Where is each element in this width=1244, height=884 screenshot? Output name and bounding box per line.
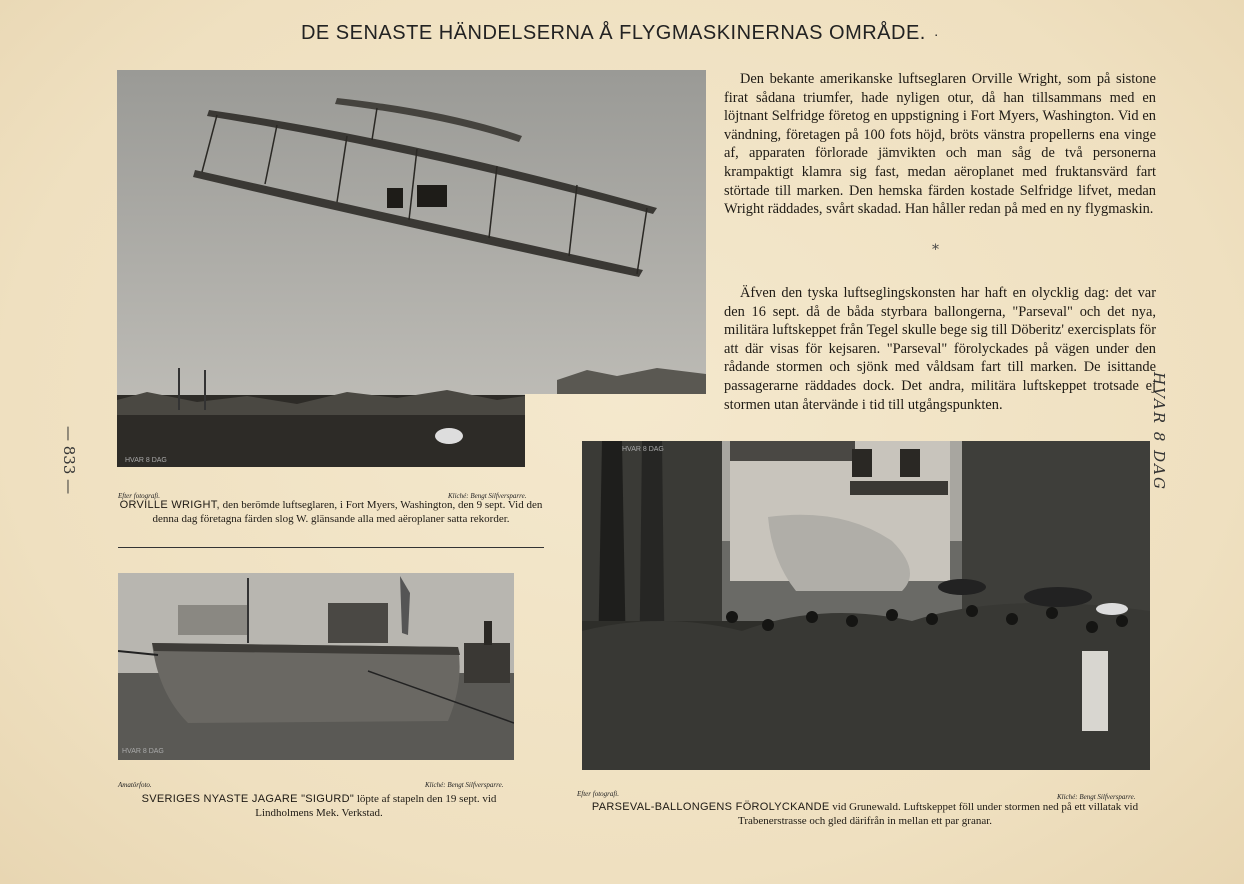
sigurd-destroyer-photo bbox=[118, 573, 514, 760]
article-wright: Den bekante amerikanske luftseglaren Orville Wright, som på sistone firat sådana triumfer, hade nyligen otur, då han tillsammans med en löjtnant Selfridge företog en uppstigning i Fort Myers, Washington. Vid en vändning, företagen på 100 fots höjd, bröts vänstra propellerns ena vinge af, apparaten förlorade jämvikten och man såg de två personerna krampaktigt klamra sig fast, medan aëroplanet med fruktansvärd fart störtade till marken. Den hemska färden kostade Selfridge lifvet, medan Wright räddades, svårt skadad. Han håller redan på med en ny flygmaskin. bbox=[724, 71, 1156, 218]
sigurd-caption-title: SVERIGES NYASTE JAGARE "SIGURD" bbox=[141, 793, 355, 805]
parseval-caption bbox=[575, 801, 1155, 828]
sigurd-credit-right: Kliché: Bengt Silfversparre. bbox=[425, 781, 504, 789]
sigurd-caption-text: löpte af stapeln den 19 sept. vid Lindholmens Mek. Verkstad. bbox=[255, 793, 497, 819]
parseval-caption-text: vid Grunewald. Luftskeppet föll under stormen ned på ett villatak vid Trabenerstrasse och gled därifrån in mellan ett par granar. bbox=[737, 801, 1139, 827]
page-title bbox=[250, 22, 990, 45]
caption-divider bbox=[118, 547, 544, 548]
wright-caption-title: ORVILLE WRIGHT, bbox=[119, 499, 220, 511]
section-separator: * bbox=[932, 242, 939, 258]
title-dot: · bbox=[933, 26, 940, 42]
wright-caption-text: den berömde luftseglaren, i Fort Myers, Washington, den 9 sept. Vid den denna dag företagna färden slog W. glänsande alla med aëroplaner satta rekorder. bbox=[152, 499, 543, 525]
wright-credit-right: Kliché: Bengt Silfversparre. bbox=[448, 492, 527, 500]
wright-watermark: HVAR 8 DAG bbox=[125, 457, 167, 464]
parseval-watermark: HVAR 8 DAG bbox=[622, 446, 664, 453]
sigurd-watermark: HVAR 8 DAG bbox=[122, 748, 164, 755]
parseval-credit-right: Kliché: Bengt Silfversparre. bbox=[1057, 793, 1136, 801]
wright-credit-left: Efter fotografi. bbox=[118, 492, 160, 500]
page-title-text: DE SENASTE HÄNDELSERNA Å FLYGMASKINERNAS OMRÅDE. bbox=[300, 22, 926, 44]
magazine-name: HVAR 8 DAG bbox=[1150, 372, 1168, 491]
wright-caption bbox=[118, 499, 544, 526]
wright-aeroplane-photo bbox=[117, 70, 706, 467]
page-number: — 833 — bbox=[60, 426, 78, 495]
article-parseval: Äfven den tyska luftseglingskonsten har haft en olycklig dag: det var den 16 sept. då de båda styrbara ballongerna, "Parseval" och det nya, militära luftskeppet från Tegel skulle bege sig till Döberitz' exercisplats för att där visas för kejsaren. "Parseval" förolyckades på vägen under den rådande stormen och sjönk med våldsam fart till marken. De isittande passagerarne räddades dock. Det andra, militära luftskeppet trotsade ej stormen utan återvände i tid till utgångspunkten. bbox=[724, 285, 1156, 413]
parseval-caption-title: PARSEVAL-BALLONGENS FÖROLYCKANDE bbox=[591, 801, 830, 813]
parseval-credit-left: Efter fotografi. bbox=[577, 790, 619, 798]
sigurd-credit-left: Amatörfoto. bbox=[118, 781, 152, 789]
parseval-balloon-photo bbox=[582, 441, 1150, 770]
sigurd-caption bbox=[114, 793, 524, 820]
